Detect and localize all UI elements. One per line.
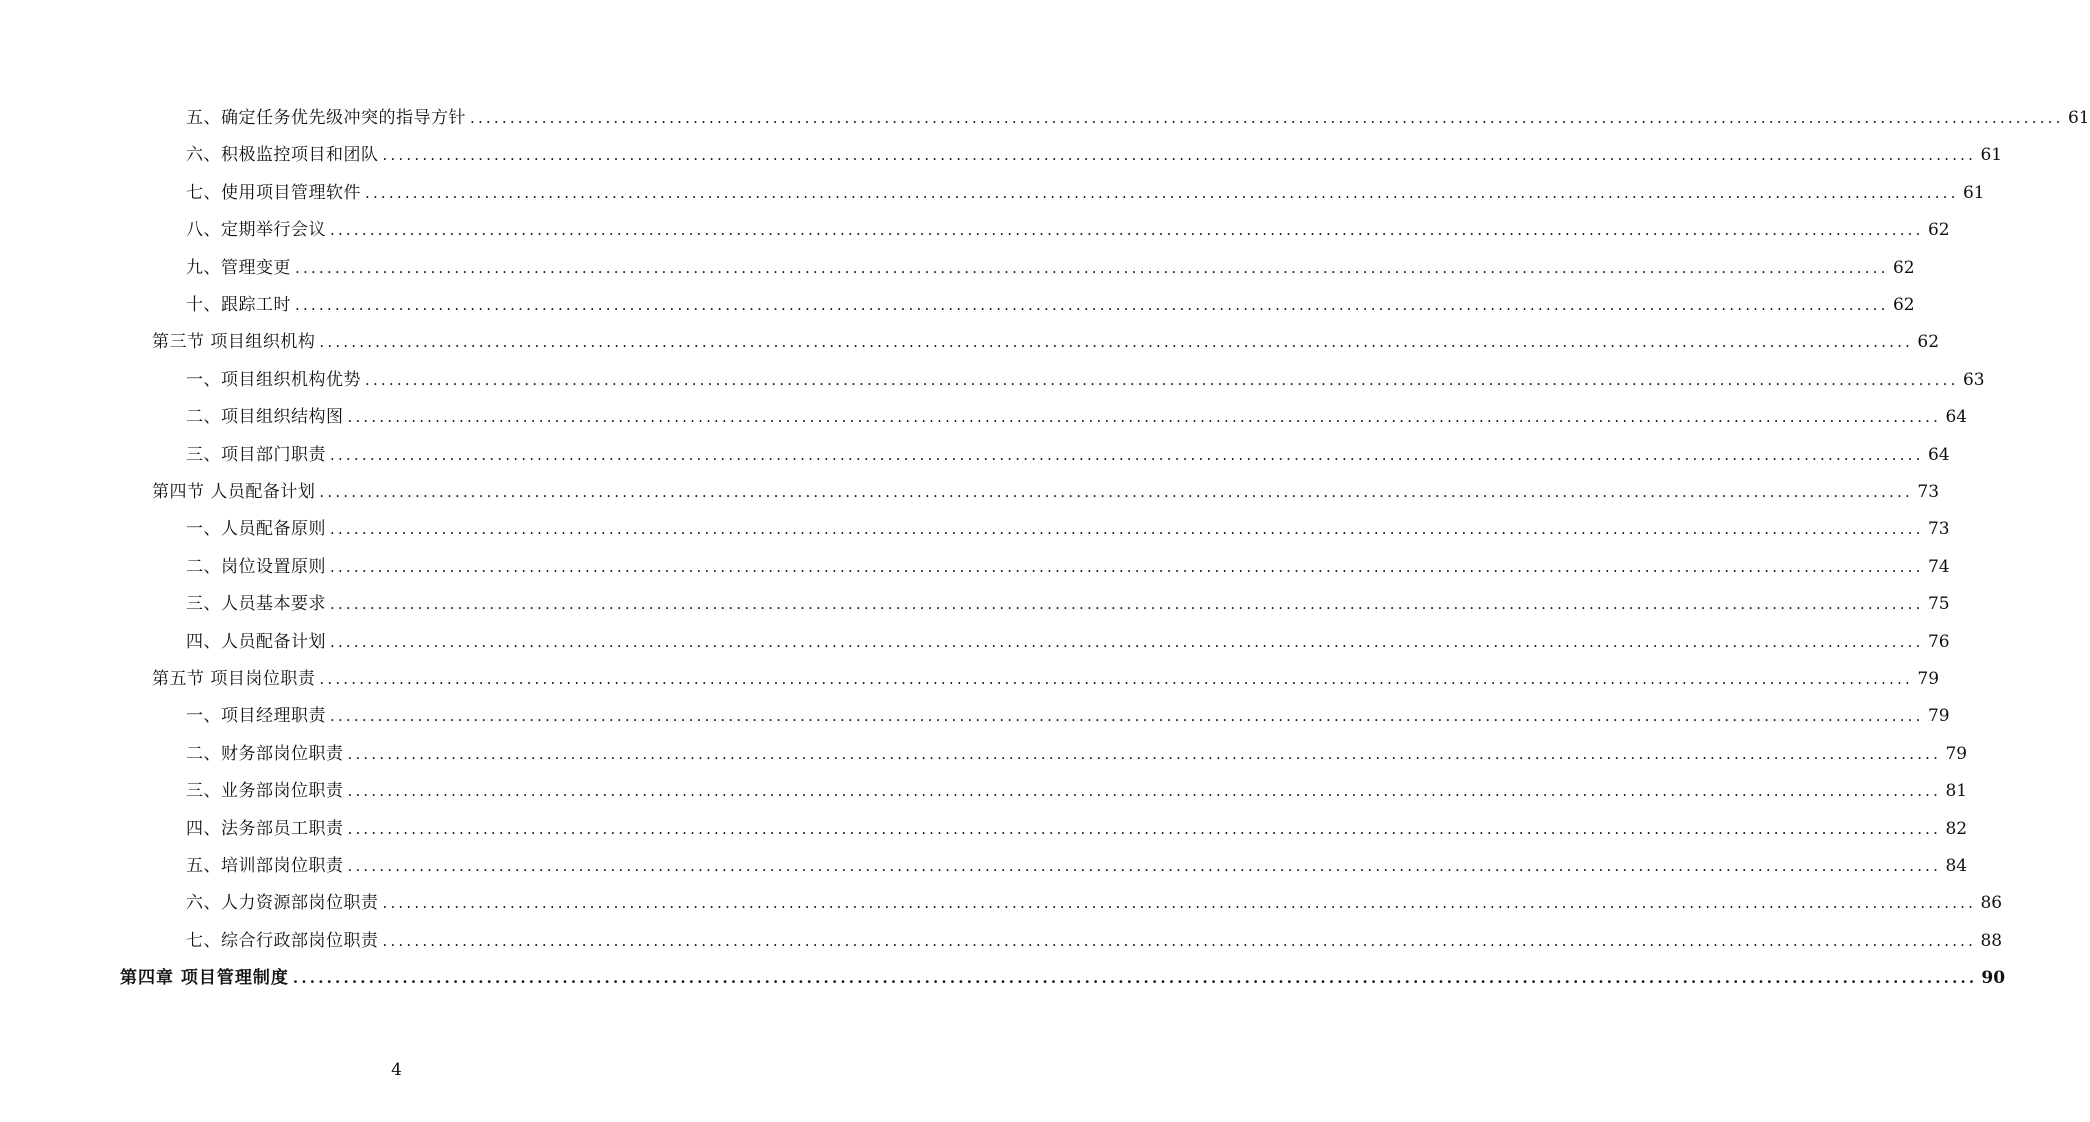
toc-entry-title: 一、项目经理职责: [186, 706, 326, 727]
toc-entry-page: 79: [1917, 669, 1940, 689]
toc-entry-title: 三、业务部岗位职责: [186, 781, 344, 802]
toc-entry-page: 90: [1981, 968, 2006, 989]
toc-section-entry[interactable]: [152, 480, 1940, 504]
page-number: 4: [391, 1060, 402, 1080]
toc-entry-page: 79: [1945, 743, 1968, 764]
toc-item-entry[interactable]: [186, 181, 1985, 205]
dot-leader: ........................................................................................................................................................................................................: [330, 632, 1924, 651]
toc-section-entry[interactable]: [152, 330, 1940, 354]
toc-entry-title: 六、人力资源部岗位职责: [186, 893, 379, 914]
toc-item-entry[interactable]: [186, 779, 1968, 803]
dot-leader: ........................................................................................................................................................................................................: [295, 258, 1889, 277]
dot-leader: ........................................................................................................................................................................................................: [347, 408, 1942, 427]
toc-item-entry[interactable]: [186, 143, 2003, 167]
toc-item-entry[interactable]: [186, 106, 2090, 130]
toc-entry-title: 第三节 项目组织机构: [152, 332, 316, 353]
toc-entry-title: 第四节 人员配备计划: [152, 482, 316, 502]
dot-leader: ........................................................................................................................................................................................................: [319, 670, 1914, 688]
toc-entry-title: 第四章 项目管理制度: [120, 968, 289, 989]
toc-entry-title: 四、人员配备计划: [186, 631, 326, 652]
toc-item-entry[interactable]: [186, 405, 1968, 429]
toc-entry-page: 81: [1945, 781, 1968, 802]
dot-leader: ........................................................................................................................................................................................................: [330, 557, 1924, 576]
toc-entry-page: 61: [1962, 182, 1985, 203]
toc-entry-title: 六、积极监控项目和团队: [186, 145, 379, 166]
toc-entry-title: 三、项目部门职责: [186, 444, 326, 465]
dot-leader: ........................................................................................................................................................................................................: [292, 969, 1978, 988]
toc-entry-page: 75: [1927, 594, 1950, 615]
dot-leader: ........................................................................................................................................................................................................: [382, 146, 1977, 165]
toc-entry-page: 86: [1980, 893, 2003, 914]
toc-item-entry[interactable]: [186, 368, 1985, 392]
toc-item-entry[interactable]: [186, 293, 1915, 317]
toc-entry-page: 62: [1892, 257, 1915, 278]
toc-entry-page: 64: [1945, 407, 1968, 428]
dot-leader: ........................................................................................................................................................................................................: [330, 707, 1924, 726]
dot-leader: ........................................................................................................................................................................................................: [347, 857, 1942, 875]
dot-leader: ........................................................................................................................................................................................................: [319, 333, 1914, 352]
toc-entry-title: 二、项目组织结构图: [186, 407, 344, 428]
toc-item-entry[interactable]: [186, 517, 1950, 541]
dot-leader: ........................................................................................................................................................................................................: [347, 744, 1942, 763]
toc-item-entry[interactable]: [186, 256, 1915, 280]
toc-item-entry[interactable]: [186, 630, 1950, 654]
toc-entry-page: 73: [1917, 482, 1940, 502]
toc-entry-title: 四、法务部员工职责: [186, 818, 344, 839]
dot-leader: ........................................................................................................................................................................................................: [330, 520, 1924, 539]
toc-entry-title: 第五节 项目岗位职责: [152, 669, 316, 689]
dot-leader: ........................................................................................................................................................................................................: [330, 595, 1924, 614]
toc-entry-page: 82: [1945, 818, 1968, 839]
toc-entry-page: 84: [1945, 856, 1968, 876]
toc-entry-title: 一、人员配备原则: [186, 519, 326, 540]
toc-item-entry[interactable]: [186, 891, 2003, 915]
dot-leader: ........................................................................................................................................................................................................: [330, 445, 1924, 464]
dot-leader: ........................................................................................................................................................................................................: [319, 483, 1914, 501]
dot-leader: ........................................................................................................................................................................................................: [365, 183, 1959, 202]
toc-entry-page: 88: [1980, 930, 2003, 951]
toc-chapter-entry[interactable]: [120, 966, 2006, 990]
toc-section-entry[interactable]: [152, 667, 1940, 691]
toc-item-entry[interactable]: [186, 443, 1950, 467]
toc-entry-title: 五、确定任务优先级冲突的指导方针: [186, 108, 466, 128]
toc-entry-page: 64: [1927, 444, 1950, 465]
toc-entry-title: 九、管理变更: [186, 257, 291, 278]
toc-entry-page: 73: [1927, 519, 1950, 540]
toc-entry-page: 62: [1927, 220, 1950, 241]
toc-item-entry[interactable]: [186, 704, 1950, 728]
toc-entry-page: 61: [1980, 145, 2003, 166]
dot-leader: ........................................................................................................................................................................................................: [347, 819, 1942, 838]
dot-leader: ........................................................................................................................................................................................................: [330, 221, 1924, 240]
toc-item-entry[interactable]: [186, 929, 2003, 953]
toc-entry-page: 62: [1892, 295, 1915, 315]
toc-item-entry[interactable]: [186, 742, 1968, 766]
dot-leader: ........................................................................................................................................................................................................: [347, 782, 1942, 801]
toc-item-entry[interactable]: [186, 854, 1968, 878]
dot-leader: ........................................................................................................................................................................................................: [382, 894, 1977, 913]
toc-entry-title: 三、人员基本要求: [186, 594, 326, 615]
toc-entry-page: 63: [1962, 369, 1985, 390]
dot-leader: ........................................................................................................................................................................................................: [365, 370, 1959, 389]
toc-entry-page: 61: [2067, 108, 2090, 128]
dot-leader: ........................................................................................................................................................................................................: [382, 931, 1977, 950]
toc-entry-title: 二、财务部岗位职责: [186, 743, 344, 764]
toc-entry-page: 76: [1927, 631, 1950, 652]
toc-entry-title: 十、跟踪工时: [186, 295, 291, 315]
toc-item-entry[interactable]: [186, 817, 1968, 841]
toc-entry-title: 七、综合行政部岗位职责: [186, 930, 379, 951]
toc-entry-page: 74: [1927, 556, 1950, 577]
toc-entry-title: 一、项目组织机构优势: [186, 369, 361, 390]
toc-item-entry[interactable]: [186, 555, 1950, 579]
dot-leader: ........................................................................................................................................................................................................: [295, 296, 1889, 314]
toc-entry-title: 八、定期举行会议: [186, 220, 326, 241]
toc-item-entry[interactable]: [186, 218, 1950, 242]
toc-entry-title: 五、培训部岗位职责: [186, 856, 344, 876]
toc-entry-page: 79: [1927, 706, 1950, 727]
toc-entry-title: 二、岗位设置原则: [186, 556, 326, 577]
toc-entry-title: 七、使用项目管理软件: [186, 182, 361, 203]
toc-item-entry[interactable]: [186, 592, 1950, 616]
toc-entry-page: 62: [1917, 332, 1940, 353]
dot-leader: ........................................................................................................................................................................................................: [470, 109, 2064, 127]
